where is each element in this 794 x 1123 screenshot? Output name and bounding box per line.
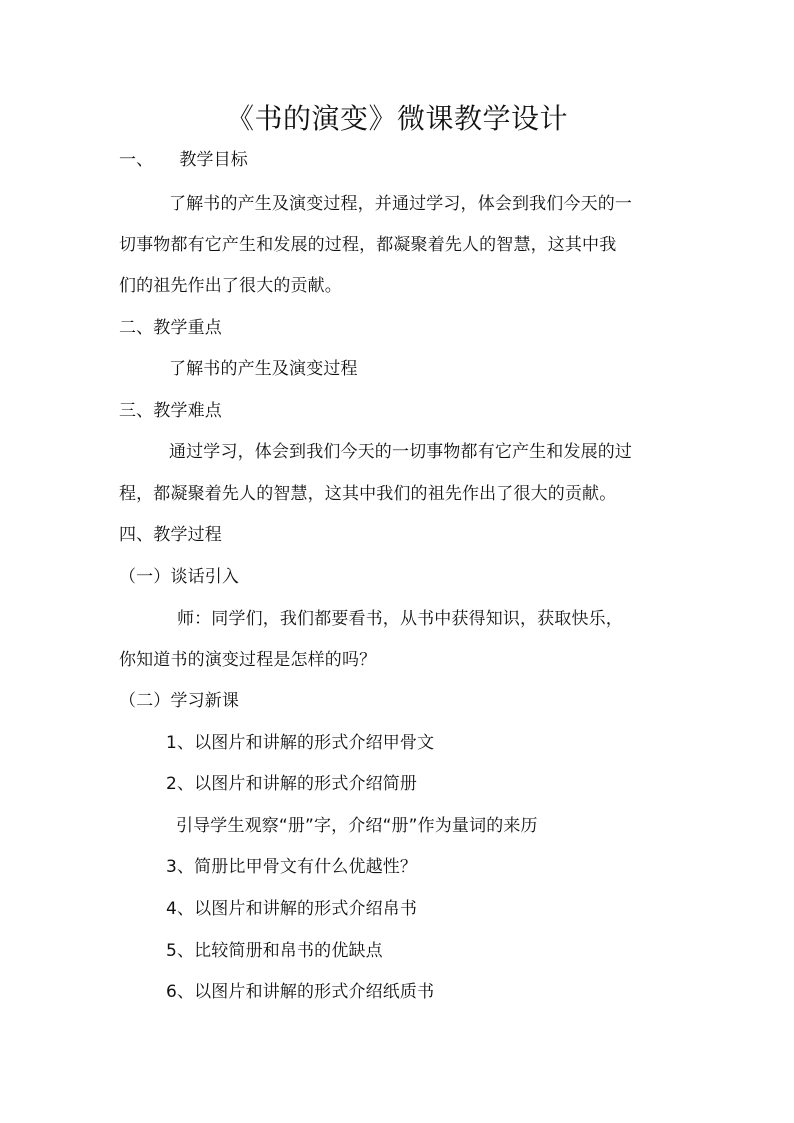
objective-paragraph-line: 切事物都有它产生和发展的过程，都凝聚着先人的智慧，这其中我 (119, 235, 617, 255)
section-heading-process: 四、教学过程 (119, 525, 222, 545)
document-title: 《书的演变》微课教学设计 (225, 102, 568, 135)
objective-paragraph-line: 了解书的产生及演变过程，并通过学习，体会到我们今天的一 (169, 194, 633, 214)
intro-paragraph-line: 师：同学们，我们都要看书，从书中获得知识，获取快乐， (177, 609, 623, 629)
key-point-paragraph: 了解书的产生及演变过程 (169, 359, 358, 379)
lesson-list-item: 4、以图片和讲解的形式介绍帛书 (166, 899, 418, 919)
subsection-heading-intro: （一）谈话引入 (119, 567, 240, 587)
lesson-list-item: 6、以图片和讲解的形式介绍纸质书 (166, 982, 435, 1002)
objective-paragraph-line: 们的祖先作出了很大的贡献。 (119, 276, 342, 296)
lesson-list-item: 3、简册比甲骨文有什么优越性？ (166, 857, 418, 877)
lesson-note: 引导学生观察“册”字，介绍“册”作为量词的来历 (176, 816, 538, 836)
subsection-heading-new-lesson: （二）学习新课 (119, 691, 240, 711)
intro-paragraph-line: 你知道书的演变过程是怎样的吗？ (119, 650, 377, 670)
lesson-list-item: 5、比较简册和帛书的优缺点 (166, 941, 383, 961)
lesson-list-item: 1、以图片和讲解的形式介绍甲骨文 (166, 733, 435, 753)
section-heading-number: 一、 (119, 150, 154, 170)
lesson-list-item: 2、以图片和讲解的形式介绍简册 (166, 774, 418, 794)
section-heading-difficult-point: 三、教学难点 (119, 401, 222, 421)
section-heading-key-point: 二、教学重点 (119, 318, 222, 338)
difficult-point-paragraph-line: 通过学习，体会到我们今天的一切事物都有它产生和发展的过 (169, 442, 633, 462)
difficult-point-paragraph-line: 程，都凝聚着先人的智慧，这其中我们的祖先作出了很大的贡献。 (119, 484, 617, 504)
section-heading-objective (119, 146, 248, 174)
section-heading-text: 教学目标 (179, 150, 248, 170)
